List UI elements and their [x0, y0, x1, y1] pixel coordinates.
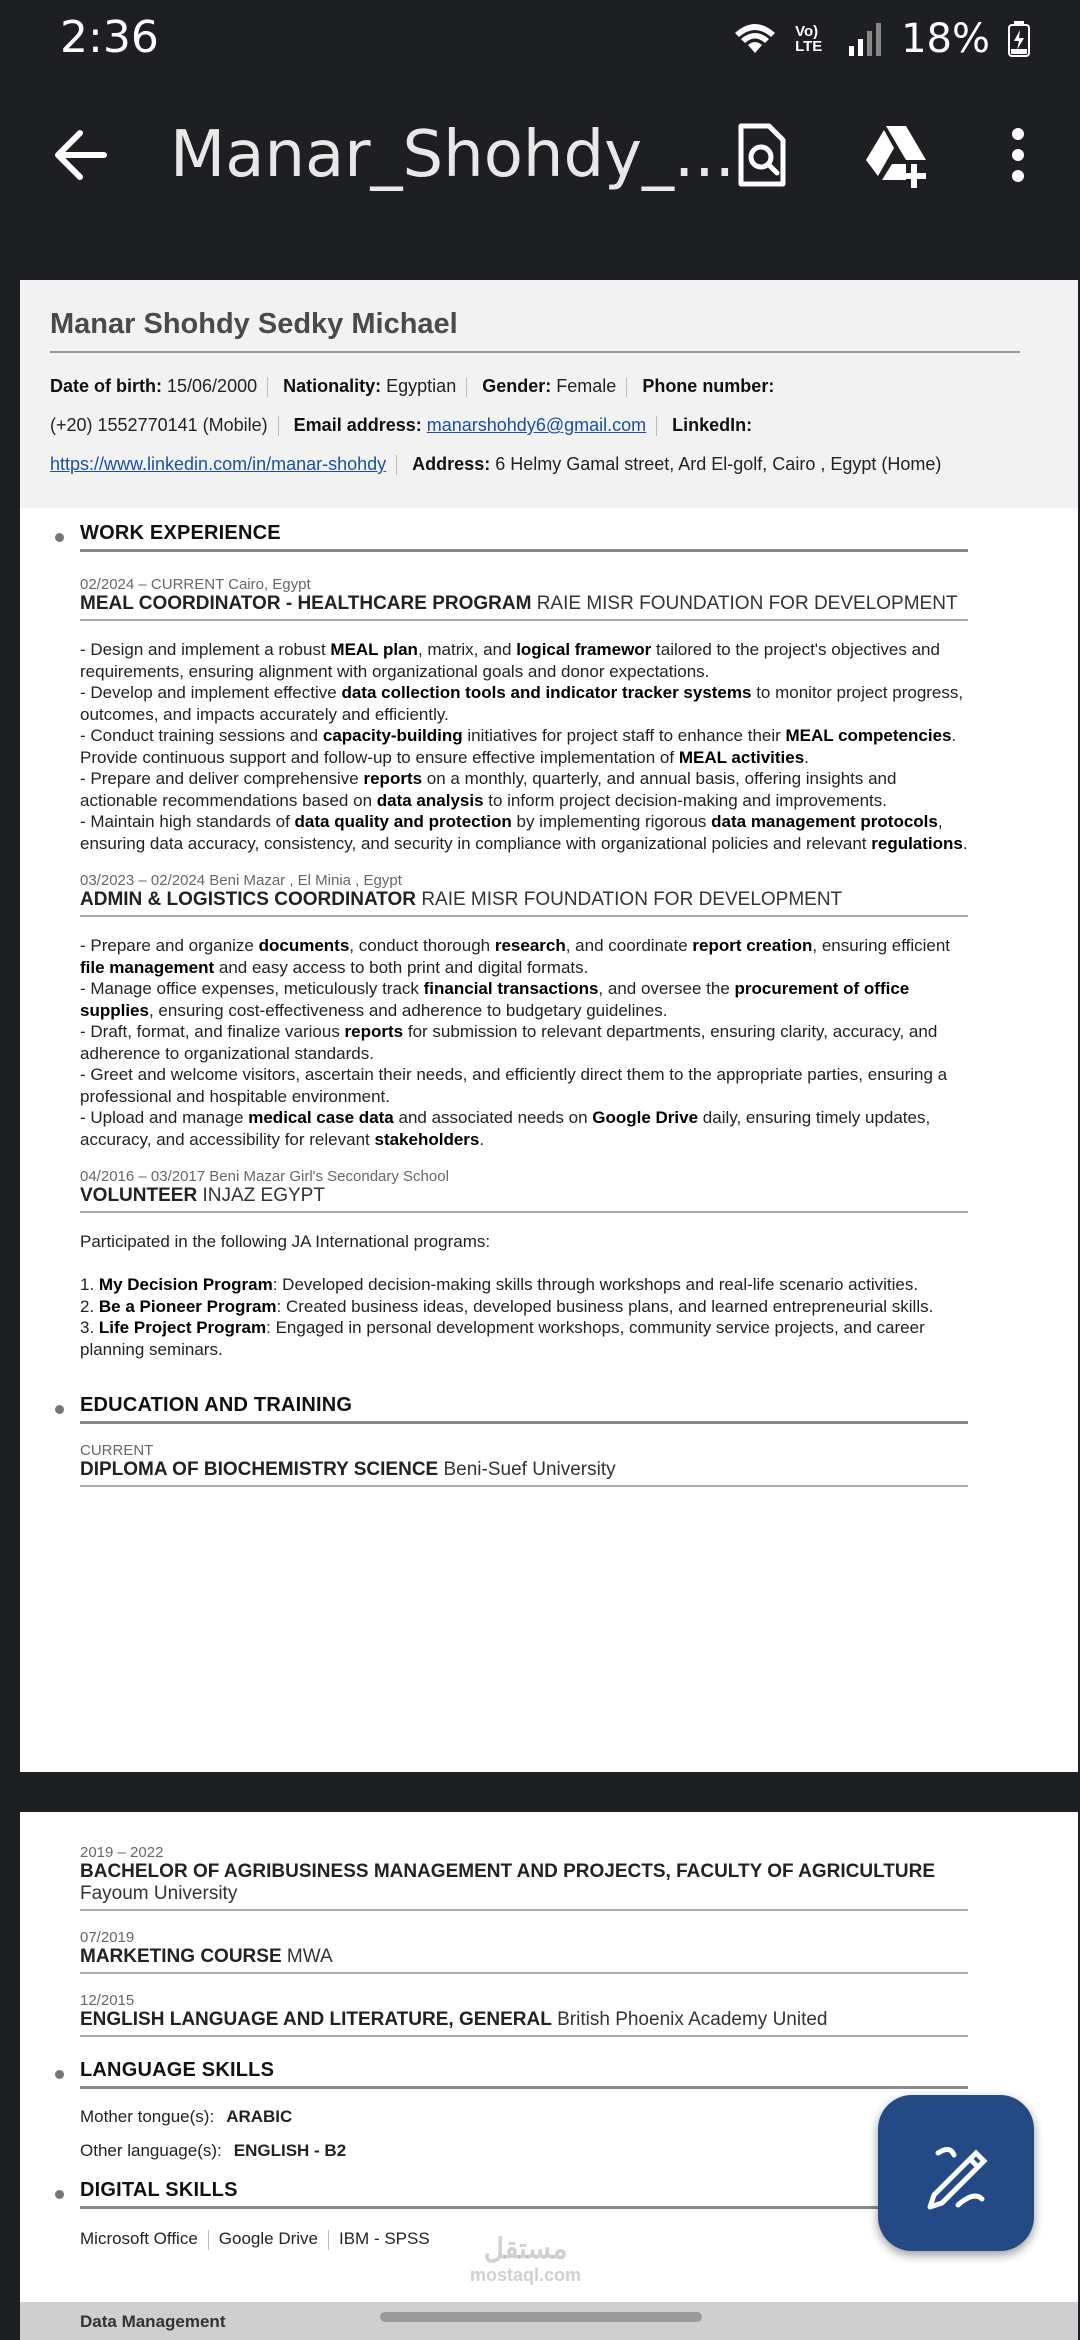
job-description: Participated in the following JA International programs: 1. My Decision Program: Developed decision-making skills through workshops and real-life scenario activities. 2. Be a Pioneer Program: Created business ideas, developed business plans, and learned entrepreneurial skills. 3. Life Project Program: Engaged in personal development workshops, community service projects, and career planning seminars. — [80, 1232, 934, 1359]
phone-value: (+20) 1552770141 (Mobile) — [50, 415, 268, 435]
work-experience-section — [20, 522, 968, 1360]
job-role: VOLUNTEER — [80, 1185, 198, 1206]
job-title — [80, 593, 968, 621]
edit-fab-button[interactable] — [878, 2095, 1034, 2251]
personal-info — [50, 367, 1048, 484]
nationality-label: Nationality: — [283, 376, 382, 396]
section-title: WORK EXPERIENCE — [80, 522, 968, 552]
job-meta: 02/2024 – CURRENT Cairo, Egypt — [80, 576, 311, 593]
education-date: 12/2015 — [80, 1992, 135, 2009]
job-list — [80, 576, 968, 1360]
skill-heading: Data Management — [80, 2312, 226, 2331]
section-title: LANGUAGE SKILLS — [80, 2059, 968, 2089]
section-title: EDUCATION AND TRAINING — [80, 1394, 968, 1424]
gesture-nav-handle[interactable] — [380, 2312, 702, 2322]
nationality-value: Egyptian — [386, 376, 457, 396]
education-date: 07/2019 — [80, 1929, 135, 1946]
education-date: CURRENT — [80, 1442, 154, 1459]
email-label: Email address: — [293, 415, 422, 435]
dob-label: Date of birth: — [50, 376, 162, 396]
education-entry — [80, 2009, 968, 2037]
battery-charging-icon — [1008, 21, 1030, 57]
section-title: DIGITAL SKILLS — [80, 2179, 968, 2209]
job-org: RAIE MISR FOUNDATION FOR DEVELOPMENT — [536, 593, 958, 614]
section-bullet — [55, 2190, 64, 2199]
status-bar — [0, 0, 1080, 80]
more-options-icon[interactable] — [998, 120, 1038, 190]
dob-value: 15/06/2000 — [167, 376, 258, 396]
cv-header — [20, 280, 1078, 508]
status-icons — [733, 16, 1030, 62]
document-title: Manar_Shohdy_... — [170, 118, 735, 192]
pdf-page-1 — [20, 280, 1078, 1772]
section-bullet — [55, 1405, 64, 1414]
skill-item: IBM - SPSS — [339, 2229, 430, 2248]
other-language-value: ENGLISH - B2 — [233, 2141, 347, 2160]
education-entry — [80, 1459, 968, 1487]
school: Beni-Suef University — [443, 1459, 616, 1480]
job-org: RAIE MISR FOUNDATION FOR DEVELOPMENT — [421, 889, 843, 910]
app-toolbar — [0, 90, 1080, 220]
language-section — [20, 2059, 968, 2161]
watermark-latin: mostaql.com — [470, 2265, 582, 2285]
gender-value: Female — [556, 376, 617, 396]
other-language-row — [80, 2141, 968, 2161]
mother-tongue-row — [80, 2107, 968, 2127]
edit-pen-icon — [878, 2095, 1034, 2251]
degree: BACHELOR OF AGRIBUSINESS MANAGEMENT AND PROJECTS, FACULTY OF AGRICULTURE — [80, 1861, 936, 1882]
signal-icon — [847, 22, 883, 56]
watermark — [470, 2232, 581, 2286]
job-meta: 04/2016 – 03/2017 Beni Mazar Girl's Secondary School — [80, 1168, 449, 1185]
mother-tongue-label: Mother tongue(s): — [80, 2107, 215, 2126]
linkedin-link[interactable]: https://www.linkedin.com/in/manar-shohdy — [50, 454, 387, 474]
mother-tongue-value: ARABIC — [226, 2107, 293, 2126]
degree: DIPLOMA OF BIOCHEMISTRY SCIENCE — [80, 1459, 439, 1480]
phone-label: Phone number: — [642, 376, 775, 396]
cv-name: Manar Shohdy Sedky Michael — [50, 308, 1020, 353]
job-role: ADMIN & LOGISTICS COORDINATOR — [80, 889, 417, 910]
job-org: INJAZ EGYPT — [202, 1185, 325, 1206]
battery-percent: 18% — [901, 16, 990, 62]
school: MWA — [286, 1946, 333, 1967]
job-description: - Design and implement a robust MEAL plan, matrix, and logical framewor tailored to the project's objectives and requirements, ensuring alignment with organizational goals and donor expectations. - Develop and implement effective data collection tools and indicator tracker systems to monitor project progress, outcomes, and impacts accurately and efficiently. - Conduct training sessions and capacity-building initiatives for project staff to enhance their MEAL competencies. Provide continuous support and follow-up to ensure effective implementation of MEAL activities. - Prepare and deliver comprehensive reports on a monthly, quarterly, and annual basis, offering insights and actionable recommendations based on data analysis to inform project decision-making and improvements. - Maintain high standards of data quality and protection by implementing rigorous data management protocols, ensuring data accuracy, consistency, and security in compliance with organizational policies and relevant regulations. — [80, 640, 968, 853]
school: British Phoenix Academy United — [557, 2009, 828, 2030]
education-entry — [80, 1946, 968, 1974]
address-label: Address: — [412, 454, 491, 474]
education-date: 2019 – 2022 — [80, 1844, 164, 1861]
watermark-arabic: مستقل — [483, 2233, 568, 2264]
degree: MARKETING COURSE — [80, 1946, 282, 1967]
linkedin-label: LinkedIn: — [672, 415, 753, 435]
address-value: 6 Helmy Gamal street, Ard El-golf, Cairo , Egypt (Home) — [495, 454, 942, 474]
add-to-drive-icon[interactable] — [862, 120, 932, 190]
other-language-label: Other language(s): — [80, 2141, 222, 2160]
email-link[interactable]: manarshohdy6@gmail.com — [426, 415, 647, 435]
back-arrow-icon[interactable] — [50, 125, 110, 185]
skill-item: Google Drive — [218, 2229, 318, 2248]
education-continued — [20, 1844, 968, 2037]
job-description: - Prepare and organize documents, conduct thorough research, and coordinate report creation, ensuring efficient file management and easy access to both print and digital formats. - Manage office expenses, meticulously track financial transactions, and oversee the procurement of office supplies, ensuring cost-effectiveness and adherence to budgetary guidelines. - Draft, format, and finalize various reports for submission to relevant departments, ensuring clarity, accuracy, and adherence to organizational standards. - Greet and welcome visitors, ascertain their needs, and efficiently direct them to the appropriate parties, ensuring a professional and hospitable environment. - Upload and manage medical case data and associated needs on Google Drive daily, ensuring timely updates, accuracy, and accessibility for relevant stakeholders. — [80, 936, 951, 1149]
education-section — [20, 1394, 968, 1487]
school: Fayoum University — [80, 1883, 238, 1904]
job-title — [80, 889, 968, 917]
job-role: MEAL COORDINATOR - HEALTHCARE PROGRAM — [80, 593, 532, 614]
education-entry — [80, 1861, 968, 1911]
section-bullet — [55, 533, 64, 542]
gender-label: Gender: — [482, 376, 552, 396]
status-time: 2:36 — [60, 12, 159, 63]
section-bullet — [55, 2070, 64, 2079]
wifi-icon — [733, 21, 777, 57]
degree: ENGLISH LANGUAGE AND LITERATURE, GENERAL — [80, 2009, 552, 2030]
job-title — [80, 1185, 968, 1213]
search-document-icon[interactable] — [727, 120, 797, 190]
skill-item: Microsoft Office — [80, 2229, 198, 2248]
network-type: Vo) LTE — [795, 23, 823, 55]
job-meta: 03/2023 – 02/2024 Beni Mazar , El Minia , Egypt — [80, 872, 402, 889]
